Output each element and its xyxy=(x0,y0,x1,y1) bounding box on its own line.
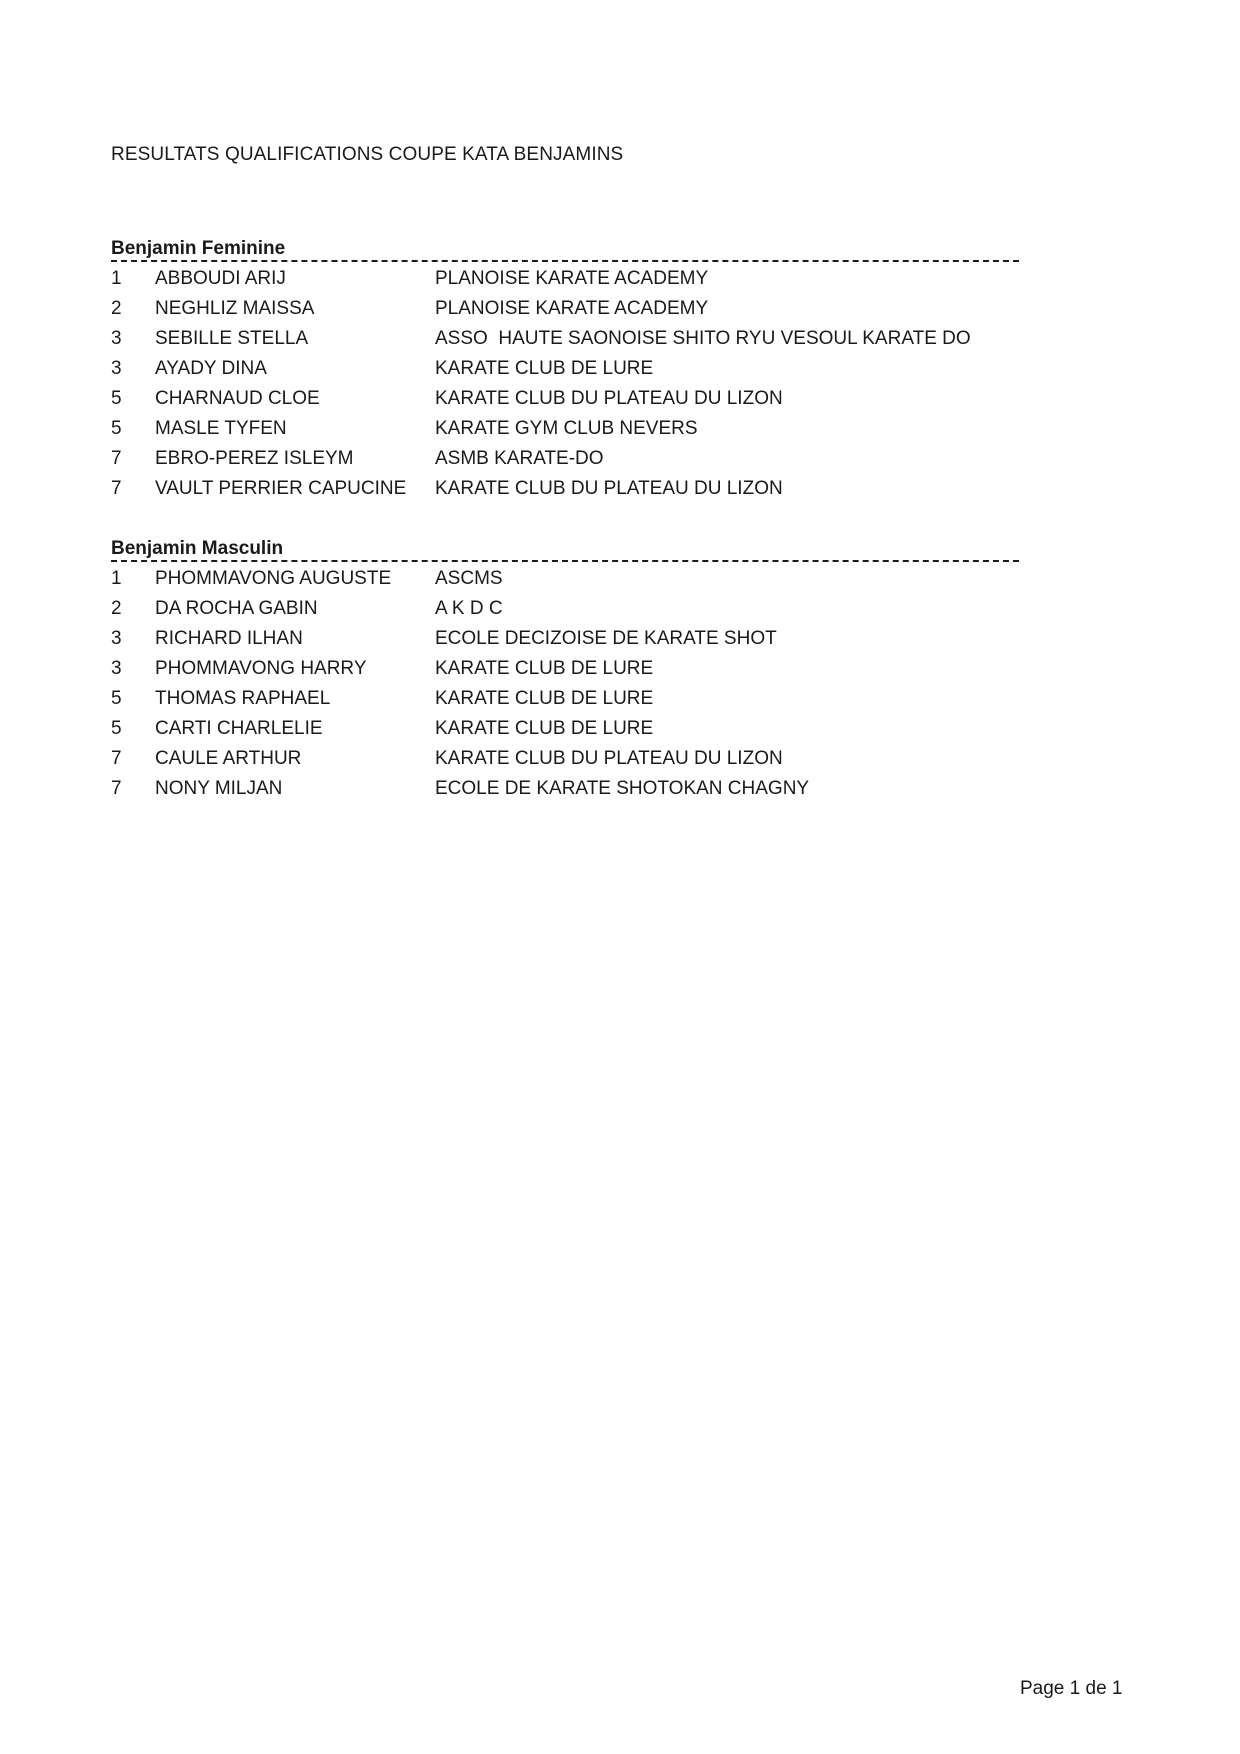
athlete-name: NONY MILJAN xyxy=(155,778,283,799)
club-name: ECOLE DE KARATE SHOTOKAN CHAGNY xyxy=(435,778,810,799)
athlete-name: CHARNAUD CLOE xyxy=(155,388,320,409)
result-row xyxy=(111,386,1019,416)
rank: 1 xyxy=(111,268,122,289)
athlete-name: AYADY DINA xyxy=(155,358,267,379)
section-benjamin-feminine xyxy=(111,236,1019,506)
rank: 3 xyxy=(111,328,122,349)
result-row xyxy=(111,656,1019,686)
rank: 1 xyxy=(111,568,122,589)
rank: 3 xyxy=(111,658,122,679)
athlete-name: THOMAS RAPHAEL xyxy=(155,688,331,709)
athlete-name: ABBOUDI ARIJ xyxy=(155,268,286,289)
results-list xyxy=(111,266,1019,506)
athlete-name: CAULE ARTHUR xyxy=(155,748,302,769)
club-name: KARATE CLUB DE LURE xyxy=(435,718,654,739)
athlete-name: PHOMMAVONG AUGUSTE xyxy=(155,568,392,589)
result-row xyxy=(111,746,1019,776)
rank: 2 xyxy=(111,298,122,319)
club-name: KARATE CLUB DE LURE xyxy=(435,688,654,709)
club-name: A K D C xyxy=(435,598,503,619)
athlete-name: VAULT PERRIER CAPUCINE xyxy=(155,478,407,499)
club-name: PLANOISE KARATE ACADEMY xyxy=(435,268,709,289)
result-row xyxy=(111,716,1019,746)
rank: 5 xyxy=(111,718,122,739)
result-row xyxy=(111,596,1019,626)
result-row xyxy=(111,626,1019,656)
athlete-name: SEBILLE STELLA xyxy=(155,328,309,349)
rank: 2 xyxy=(111,598,122,619)
rank: 7 xyxy=(111,748,122,769)
athlete-name: NEGHLIZ MAISSA xyxy=(155,298,315,319)
page-number: Page 1 de 1 xyxy=(1020,1678,1123,1699)
rank: 7 xyxy=(111,778,122,799)
club-name: KARATE CLUB DU PLATEAU DU LIZON xyxy=(435,388,783,409)
athlete-name: DA ROCHA GABIN xyxy=(155,598,318,619)
document-title: RESULTATS QUALIFICATIONS COUPE KATA BENJAMINS xyxy=(111,144,624,165)
club-name: PLANOISE KARATE ACADEMY xyxy=(435,298,709,319)
result-row xyxy=(111,416,1019,446)
result-row xyxy=(111,356,1019,386)
result-row xyxy=(111,686,1019,716)
athlete-name: EBRO-PEREZ ISLEYM xyxy=(155,448,354,469)
athlete-name: RICHARD ILHAN xyxy=(155,628,303,649)
results-list xyxy=(111,566,1019,806)
athlete-name: CARTI CHARLELIE xyxy=(155,718,323,739)
club-name: KARATE CLUB DU PLATEAU DU LIZON xyxy=(435,478,783,499)
rank: 3 xyxy=(111,358,122,379)
result-row xyxy=(111,476,1019,506)
rank: 7 xyxy=(111,478,122,499)
result-row xyxy=(111,446,1019,476)
rank: 7 xyxy=(111,448,122,469)
club-name: ASSO HAUTE SAONOISE SHITO RYU VESOUL KARATE DO xyxy=(435,328,971,349)
rank: 5 xyxy=(111,418,122,439)
club-name: KARATE CLUB DU PLATEAU DU LIZON xyxy=(435,748,783,769)
section-heading: Benjamin Feminine xyxy=(111,238,286,259)
result-row xyxy=(111,326,1019,356)
club-name: ECOLE DECIZOISE DE KARATE SHOT xyxy=(435,628,777,649)
result-row xyxy=(111,296,1019,326)
club-name: ASCMS xyxy=(435,568,503,589)
rank: 3 xyxy=(111,628,122,649)
result-row xyxy=(111,266,1019,296)
athlete-name: MASLE TYFEN xyxy=(155,418,287,439)
section-heading: Benjamin Masculin xyxy=(111,538,284,559)
club-name: KARATE CLUB DE LURE xyxy=(435,658,654,679)
result-row xyxy=(111,566,1019,596)
rank: 5 xyxy=(111,688,122,709)
athlete-name: PHOMMAVONG HARRY xyxy=(155,658,367,679)
club-name: KARATE GYM CLUB NEVERS xyxy=(435,418,698,439)
result-row xyxy=(111,776,1019,806)
club-name: KARATE CLUB DE LURE xyxy=(435,358,654,379)
section-benjamin-masculin xyxy=(111,536,1019,806)
club-name: ASMB KARATE-DO xyxy=(435,448,604,469)
rank: 5 xyxy=(111,388,122,409)
